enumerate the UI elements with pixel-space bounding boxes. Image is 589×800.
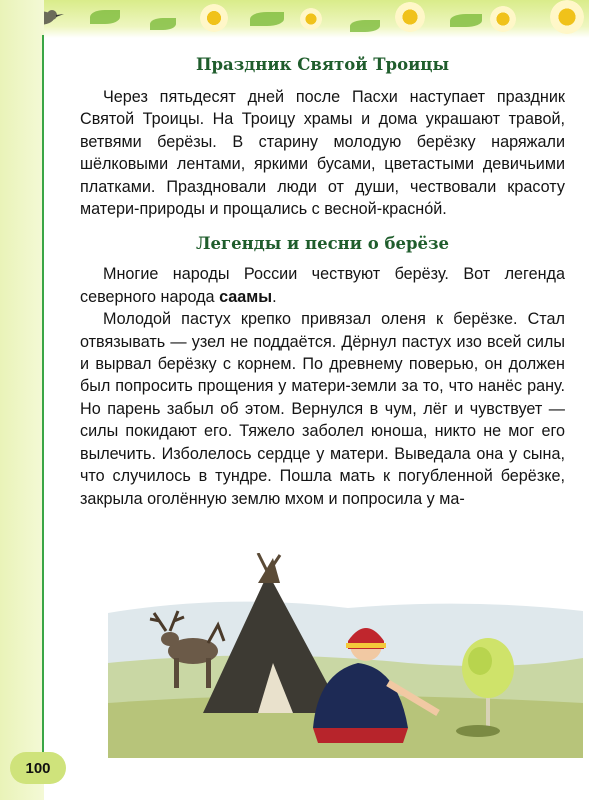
paragraph-intro-end: . <box>272 287 277 306</box>
decorative-top-border <box>0 0 589 38</box>
paragraph-intro-start: Многие народы России чествуют берёзу. Вот легенда северного народа <box>80 265 565 306</box>
leaf-decoration <box>90 10 120 24</box>
page-number: 100 <box>10 752 66 784</box>
leaf-decoration <box>250 12 284 26</box>
left-margin-bar <box>0 0 44 800</box>
flower-decoration <box>395 2 425 32</box>
leaf-decoration <box>350 20 380 32</box>
section-title-legends: Легенды и песни о берёзе <box>195 234 450 254</box>
margin-rule <box>42 35 44 760</box>
paragraph-legend: Молодой пастух крепко привязал оленя к берёзке. Стал отвязывать — узел не поддаётся. Дёрнул пастух изо всей силы и вырвал берёзку с корнем. По древнему поверью, он должен был попросить прощения у матери-земли за то, что нанёс рану. Но парень забыл об этом. Вернулся в чум, лёг и чувствует — силы покидают его. Тяжело заболел юноша, никто не мог его вылечить. Изболелось сердце у матери. Выведала она у сына, что случилось в тундре. Пошла мать к погубленной берёзке, закрыла оголённую землю мхом и попросила у ма- <box>80 310 565 508</box>
paragraph-intro <box>80 263 565 308</box>
leaf-decoration <box>450 14 482 27</box>
flower-decoration <box>490 6 516 32</box>
page-content <box>80 55 565 510</box>
paragraph-trinity: Через пятьдесят дней после Пасхи наступает праздник Святой Троицы. На Троицу храмы и дома украшают травой, ветвями берёзы. В старину молодую берёзку наряжали шёлковыми лентами, яркими бусами, цветастыми девичьими платками. Праздновали люди от души, чествовали красоту матери-природы и прощались с весной-красно́й. <box>80 88 565 219</box>
flower-decoration <box>550 0 584 34</box>
tundra-illustration <box>108 553 583 758</box>
leaf-decoration <box>150 18 176 30</box>
people-name: саамы <box>219 287 273 306</box>
section-title-trinity: Праздник Святой Троицы <box>195 55 450 74</box>
flower-decoration <box>300 8 322 30</box>
flower-decoration <box>200 4 228 32</box>
